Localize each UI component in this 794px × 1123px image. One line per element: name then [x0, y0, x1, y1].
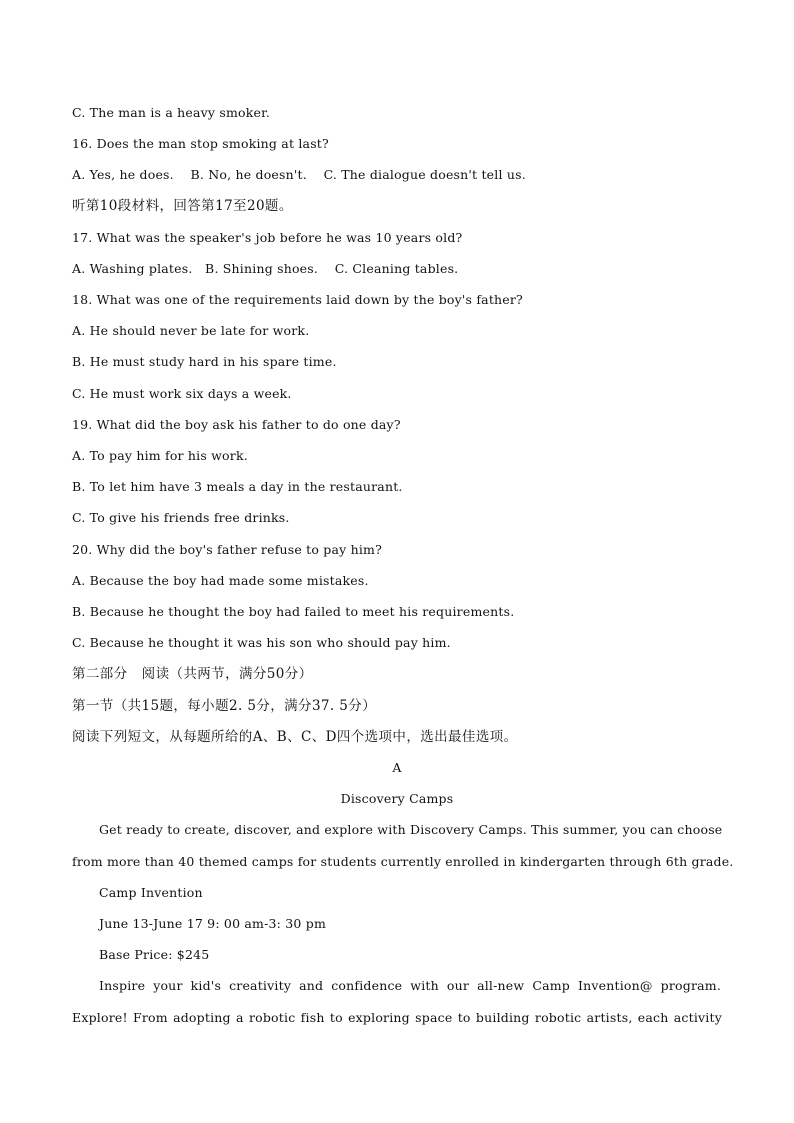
- camp-description-line-2: Explore! From adopting a robotic fish to exploring space to building robotic artists, each activity: [72, 1010, 722, 1025]
- option-b-q18: B. He must study hard in his spare time.: [72, 354, 337, 369]
- question-16: 16. Does the man stop smoking at last?: [72, 136, 329, 151]
- paragraph-1-line-2: from more than 40 themed camps for students currently enrolled in kindergarten through 6th grade.: [72, 854, 734, 869]
- camp-schedule: June 13-June 17 9: 00 am-3: 30 pm: [99, 916, 326, 931]
- option-c-q15: C. The man is a heavy smoker.: [72, 105, 271, 120]
- section-instruction-10: 听第10段材料，回答第17至20题。: [72, 198, 293, 214]
- option-c-q18: C. He must work six days a week.: [72, 386, 292, 401]
- question-19: 19. What did the boy ask his father to do one day?: [72, 417, 401, 432]
- reading-instruction: 阅读下列短文，从每题所给的A、B、C、D四个选项中，选出最佳选项。: [72, 729, 518, 745]
- question-20: 20. Why did the boy's father refuse to pay him?: [72, 542, 382, 557]
- option-a-q20: A. Because the boy had made some mistakes.: [72, 573, 369, 588]
- paragraph-1-line-1: Get ready to create, discover, and explore with Discovery Camps. This summer, you can choose: [99, 822, 723, 837]
- question-17: 17. What was the speaker's job before he was 10 years old?: [72, 230, 463, 245]
- camp-price: Base Price: $245: [99, 947, 210, 962]
- option-b-q19: B. To let him have 3 meals a day in the restaurant.: [72, 479, 403, 494]
- camp-name: Camp Invention: [99, 885, 203, 900]
- passage-title: Discovery Camps: [340, 791, 454, 806]
- option-c-q19: C. To give his friends free drinks.: [72, 510, 290, 525]
- option-a-q18: A. He should never be late for work.: [72, 323, 310, 338]
- question-18: 18. What was one of the requirements laid down by the boy's father?: [72, 292, 523, 307]
- option-c-q20: C. Because he thought it was his son who should pay him.: [72, 635, 451, 650]
- passage-label: A: [392, 760, 402, 775]
- option-a-q19: A. To pay him for his work.: [72, 448, 248, 463]
- section-one-heading: 第一节（共15题，每小题2. 5分，满分37. 5分）: [72, 698, 377, 714]
- options-q16: A. Yes, he does. B. No, he doesn't. C. The dialogue doesn't tell us.: [72, 167, 526, 182]
- camp-description-line-1: Inspire your kid's creativity and confidence with our all-new Camp Invention@ program.: [99, 978, 721, 993]
- part-two-heading: 第二部分 阅读（共两节，满分50分）: [72, 666, 313, 682]
- option-b-q20: B. Because he thought the boy had failed to meet his requirements.: [72, 604, 515, 619]
- options-q17: A. Washing plates. B. Shining shoes. C. Cleaning tables.: [72, 261, 459, 276]
